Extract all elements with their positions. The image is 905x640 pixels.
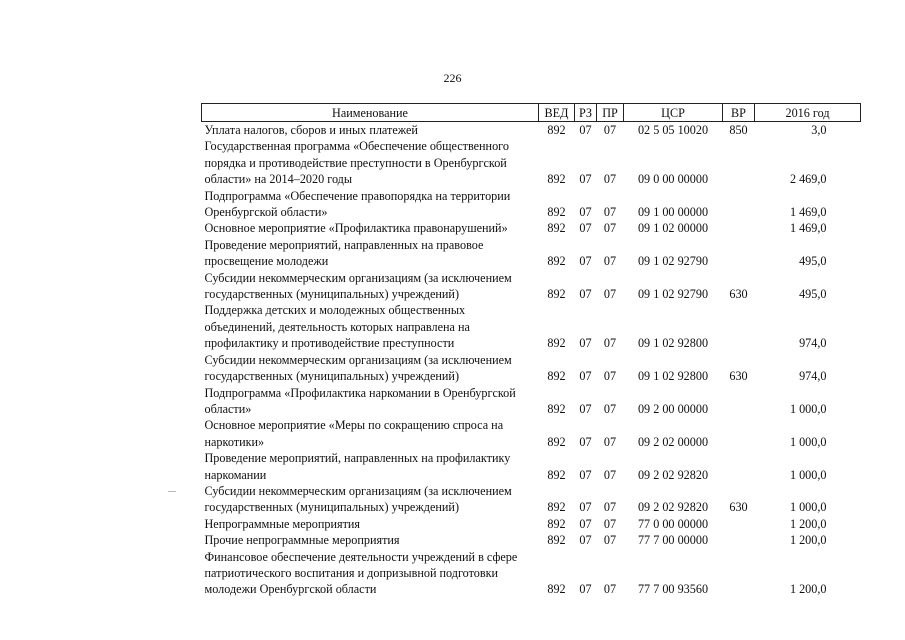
row-rz: 07	[579, 205, 592, 220]
row-pr: 07	[603, 401, 617, 416]
row-rz: 07	[579, 467, 592, 482]
row-vr	[723, 138, 755, 187]
row-csr: 09 1 02 92800	[637, 336, 709, 351]
page-number: 226	[443, 71, 462, 85]
row-name: Проведение мероприятий, направленных на правовое просвещение молодежи	[204, 237, 484, 269]
row-ved: 892	[547, 287, 566, 302]
row-rz: 07	[579, 401, 592, 416]
row-rz: 07	[579, 336, 592, 351]
row-ved: 892	[547, 254, 566, 269]
row-csr: 09 1 00 00000	[637, 205, 709, 220]
row-amount: 1 200,0	[789, 582, 827, 597]
row-csr: 77 0 00 00000	[637, 516, 709, 531]
table-header-row	[202, 104, 861, 122]
table-row	[202, 188, 861, 221]
row-ved: 892	[547, 467, 566, 482]
row-amount: 495,0	[799, 254, 827, 269]
row-csr: 09 1 02 92790	[637, 254, 709, 269]
row-name: Субсидии некоммерческим организациям (за исключением государственных (муниципальных) учреждений)	[204, 483, 512, 515]
row-ved: 892	[547, 205, 566, 220]
row-amount: 1 469,0	[789, 221, 827, 236]
row-amount: 1 000,0	[789, 467, 827, 482]
row-ved: 892	[547, 500, 566, 515]
header-vr: ВР	[723, 104, 755, 122]
row-rz: 07	[579, 533, 592, 548]
table-body	[202, 122, 861, 598]
row-pr: 07	[603, 582, 617, 597]
table-row	[202, 237, 861, 270]
row-ved: 892	[547, 434, 566, 449]
row-vr	[723, 532, 755, 548]
row-amount: 3,0	[811, 123, 827, 137]
budget-table	[201, 103, 861, 598]
table-row	[202, 220, 861, 236]
row-rz: 07	[579, 434, 592, 449]
row-name: Уплата налогов, сборов и иных платежей	[204, 123, 418, 137]
row-vr	[723, 450, 755, 483]
row-rz: 07	[579, 287, 592, 302]
row-name: Поддержка детских и молодежных общественных объединений, деятельность которых направлена на профилактику и противодействие преступности	[204, 303, 470, 351]
row-amount: 1 200,0	[789, 516, 827, 531]
row-pr: 07	[603, 205, 617, 220]
row-rz: 07	[579, 500, 592, 515]
row-name: Прочие непрограммные мероприятия	[204, 533, 400, 548]
header-name: Наименование	[202, 104, 539, 122]
row-csr: 02 5 05 10020	[637, 123, 709, 137]
row-name: Подпрограмма «Обеспечение правопорядка на территории Оренбургской области»	[204, 188, 511, 220]
table-row	[202, 122, 861, 139]
scan-margin-mark	[168, 491, 176, 492]
row-pr: 07	[603, 467, 617, 482]
row-name: Субсидии некоммерческим организациям (за исключением государственных (муниципальных) учреждений)	[204, 352, 512, 384]
row-pr: 07	[603, 172, 617, 187]
table-row	[202, 138, 861, 187]
row-ved: 892	[547, 172, 566, 187]
header-csr: ЦСР	[624, 104, 723, 122]
row-csr: 09 1 02 92800	[637, 369, 709, 384]
row-vr	[723, 220, 755, 236]
row-csr: 09 2 02 92820	[637, 500, 709, 515]
row-csr: 09 1 02 00000	[637, 221, 709, 236]
row-vr	[723, 302, 755, 351]
row-csr: 77 7 00 00000	[637, 533, 709, 548]
row-rz: 07	[579, 369, 592, 384]
row-pr: 07	[603, 221, 617, 236]
row-amount: 974,0	[799, 369, 827, 384]
row-amount: 1 469,0	[789, 205, 827, 220]
row-amount: 2 469,0	[789, 172, 827, 187]
table-row	[202, 270, 861, 303]
row-amount: 1 200,0	[789, 533, 827, 548]
row-csr: 09 2 00 00000	[637, 401, 709, 416]
table-row	[202, 516, 861, 532]
row-ved: 892	[547, 516, 566, 531]
row-vr	[723, 188, 755, 221]
row-pr: 07	[603, 533, 617, 548]
row-csr: 09 2 02 00000	[637, 434, 709, 449]
row-name: Проведение мероприятий, направленных на профилактику наркомании	[204, 451, 511, 482]
row-pr: 07	[603, 336, 617, 351]
row-pr: 07	[603, 434, 617, 449]
row-pr: 07	[603, 254, 617, 269]
row-amount: 495,0	[799, 287, 827, 302]
row-csr: 09 2 02 92820	[637, 467, 709, 482]
row-name: Государственная программа «Обеспечение общественного порядка и противодействие преступности в Оренбургской области» на 2014–2020 годы	[204, 139, 509, 187]
header-rz: РЗ	[575, 104, 597, 122]
row-csr: 09 0 00 00000	[637, 172, 709, 187]
table-row	[202, 385, 861, 418]
row-vr: 630	[729, 287, 748, 302]
row-name: Подпрограмма «Профилактика наркомании в Оренбургской области»	[204, 385, 516, 416]
row-vr	[723, 549, 755, 598]
header-pr: ПР	[597, 104, 624, 122]
row-amount: 1 000,0	[789, 500, 827, 515]
table-row	[202, 302, 861, 351]
row-ved: 892	[547, 533, 566, 548]
row-rz: 07	[579, 123, 592, 137]
row-vr: 630	[729, 369, 748, 384]
row-name: Непрограммные мероприятия	[204, 516, 361, 531]
row-name: Субсидии некоммерческим организациям (за исключением государственных (муниципальных) учреждений)	[204, 270, 512, 302]
row-name: Финансовое обеспечение деятельности учреждений в сфере патриотического воспитания и допризывной подготовки молодежи Оренбургской области	[204, 549, 518, 597]
header-ved: ВЕД	[539, 104, 575, 122]
row-vr	[723, 237, 755, 270]
row-pr: 07	[603, 516, 617, 531]
row-vr	[723, 385, 755, 418]
table-row	[202, 549, 861, 598]
row-amount: 1 000,0	[789, 401, 827, 416]
row-ved: 892	[547, 221, 566, 236]
row-ved: 892	[547, 336, 566, 351]
table-row	[202, 352, 861, 385]
row-ved: 892	[547, 123, 566, 137]
row-vr	[723, 516, 755, 532]
row-csr: 77 7 00 93560	[637, 582, 709, 597]
row-ved: 892	[547, 582, 566, 597]
row-pr: 07	[603, 123, 617, 137]
table-row	[202, 483, 861, 516]
row-vr	[723, 417, 755, 450]
row-pr: 07	[603, 500, 617, 515]
row-name: Основное мероприятие «Профилактика правонарушений»	[204, 221, 508, 236]
row-csr: 09 1 02 92790	[637, 287, 709, 302]
row-vr: 850	[729, 123, 748, 137]
row-vr: 630	[729, 500, 748, 515]
table-row	[202, 450, 861, 483]
row-amount: 974,0	[799, 336, 827, 351]
row-ved: 892	[547, 369, 566, 384]
row-rz: 07	[579, 582, 592, 597]
row-rz: 07	[579, 254, 592, 269]
row-pr: 07	[603, 287, 617, 302]
row-rz: 07	[579, 516, 592, 531]
row-rz: 07	[579, 221, 592, 236]
row-amount: 1 000,0	[789, 434, 827, 449]
row-rz: 07	[579, 172, 592, 187]
table-row	[202, 417, 861, 450]
row-ved: 892	[547, 401, 566, 416]
header-year: 2016 год	[755, 104, 861, 122]
row-name: Основное мероприятие «Меры по сокращению спроса на наркотики»	[204, 418, 504, 449]
table-row	[202, 532, 861, 548]
row-pr: 07	[603, 369, 617, 384]
